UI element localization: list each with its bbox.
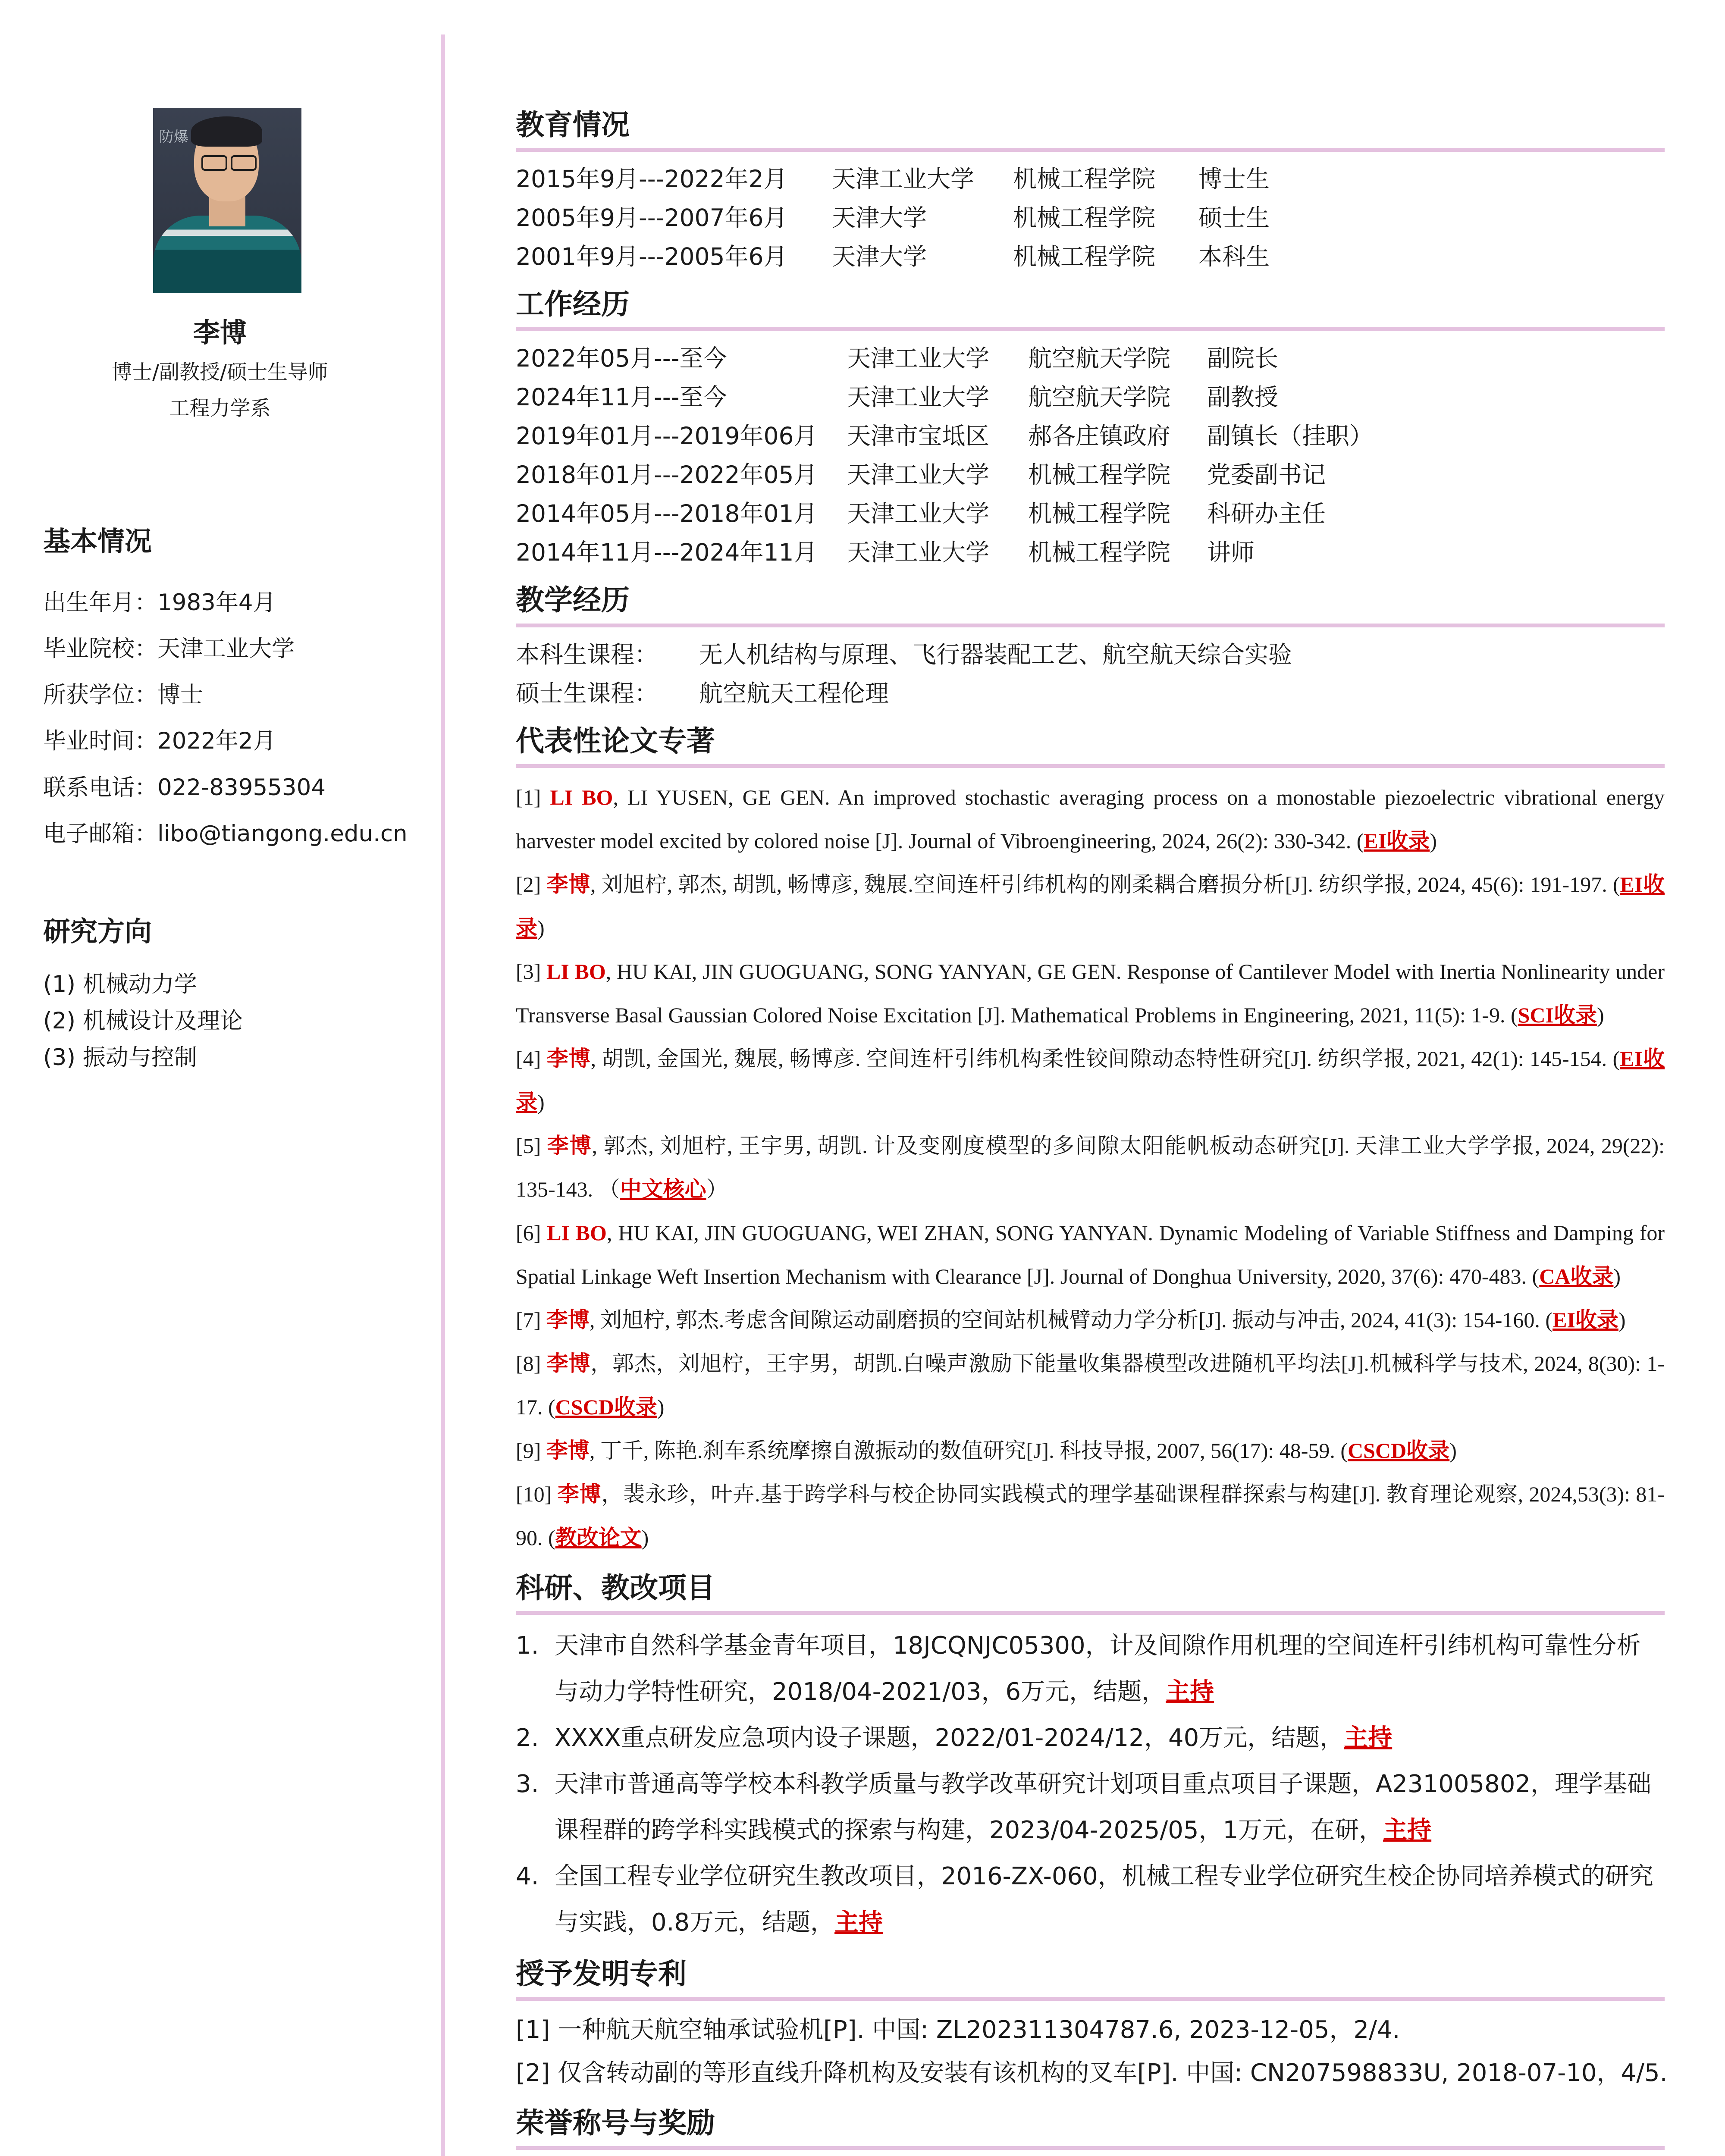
section-divider <box>516 148 1665 152</box>
publication-index-tag: SCI收录 <box>1518 1003 1597 1027</box>
table-cell: 科研办主任 <box>1207 500 1326 528</box>
education-row <box>516 237 1665 276</box>
table-cell: 博士生 <box>1198 165 1270 193</box>
project-text <box>555 1761 1665 1853</box>
section-title: 授予发明专利 <box>516 1957 687 1990</box>
info-row-phone: 联系电话：022-83955304 <box>43 774 326 801</box>
publication-text: , 刘旭柠, 郭杰.考虑含间隙运动副磨损的空间站机械臂动力学分析[J]. 振动与冲击, 2024, 41(3): 154-160. ( <box>589 1307 1553 1332</box>
table-cell: 2022年05月---至今 <box>516 345 727 373</box>
table-cell: 硕士生 <box>1198 204 1270 232</box>
section-divider <box>516 1611 1665 1615</box>
work-section <box>516 287 1665 572</box>
project-text <box>555 1853 1665 1946</box>
project-description: 天津市自然科学基金青年项目，18JCQNJC05300，计及间隙作用机理的空间连杆引纬机构可靠性分析与动力学特性研究，2018/04-2021/03，6万元，结题， <box>555 1631 1641 1706</box>
publication-close: ) <box>1596 1003 1604 1027</box>
table-cell: 天津大学 <box>832 204 927 232</box>
basic-info-heading: 基本情况 <box>43 526 152 557</box>
education-section <box>516 108 1665 276</box>
table-cell: 天津工业大学 <box>832 165 975 193</box>
research-item: (1) 机械动力学 <box>43 971 197 997</box>
main-content <box>516 108 1668 2156</box>
info-row-school: 毕业院校：天津工业大学 <box>43 636 295 662</box>
vertical-divider <box>441 34 445 2156</box>
table-cell: 机械工程学院 <box>1028 539 1171 567</box>
table-cell: 党委副书记 <box>1207 461 1326 489</box>
section-divider <box>516 624 1665 627</box>
sidebar <box>0 0 440 2156</box>
table-cell: 天津工业大学 <box>847 383 990 411</box>
publication-item <box>516 776 1665 863</box>
publication-number: [3] <box>516 959 547 984</box>
publication-number: [1] <box>516 785 550 809</box>
section-divider <box>516 1997 1665 2001</box>
publication-author: LI BO <box>546 959 606 984</box>
publication-close: ) <box>537 915 545 940</box>
publication-item <box>516 950 1665 1037</box>
publication-index-tag: EI收录 <box>516 872 1665 940</box>
project-number: 3. <box>516 1770 539 1798</box>
publication-index-tag: 教改论文 <box>555 1525 642 1550</box>
table-cell: 2001年9月---2005年6月 <box>516 243 787 271</box>
teaching-row <box>516 635 1665 674</box>
info-row-birth: 出生年月：1983年4月 <box>43 589 276 616</box>
work-row <box>516 417 1665 455</box>
publication-number: [7] <box>516 1307 546 1332</box>
section-title: 教育情况 <box>516 108 630 141</box>
project-role-tag: 主持 <box>834 1908 883 1937</box>
table-cell: 机械工程学院 <box>1013 204 1156 232</box>
photo-background-text: 防爆 <box>159 128 188 146</box>
publication-author: LI BO <box>550 785 613 809</box>
publication-author: 李博 <box>546 1307 590 1332</box>
work-row <box>516 455 1665 494</box>
table-cell: 机械工程学院 <box>1013 165 1156 193</box>
table-cell: 机械工程学院 <box>1028 500 1171 528</box>
publication-close: ) <box>537 1090 545 1114</box>
info-row-email: 电子邮箱：libo@tiangong.edu.cn <box>43 821 408 847</box>
table-cell: 天津工业大学 <box>847 461 990 489</box>
publication-item <box>516 863 1665 950</box>
table-cell: 天津市宝坻区 <box>847 422 990 450</box>
table-cell: 郝各庄镇政府 <box>1028 422 1171 450</box>
section-title: 荣誉称号与奖励 <box>516 2106 715 2140</box>
table-cell: 无人机结构与原理、飞行器装配工艺、航空航天综合实验 <box>699 640 1292 668</box>
teaching-section <box>516 583 1665 712</box>
project-description: XXXX重点研发应急项内设子课题，2022/01-2024/12，40万元，结题， <box>555 1724 1344 1752</box>
table-cell: 副教授 <box>1207 383 1279 411</box>
publication-item <box>516 1211 1665 1298</box>
publication-index-tag: 中文核心 <box>620 1177 706 1201</box>
publication-text: , 丁千, 陈艳.刹车系统摩擦自激振动的数值研究[J]. 科技导报, 2007, 56(17): 48-59. ( <box>589 1438 1348 1463</box>
patent-item: [1] 一种航天航空轴承试验机[P]. 中国: ZL202311304787.6, 2023-12-05，2/4. <box>516 2016 1400 2044</box>
publication-text: , HU KAI, JIN GUOGUANG, SONG YANYAN, GE GEN. Response of Cantilever Model with Inertia Nonlinearity under Transverse Basal Gaussian Colored Noise Excitation [J]. Mathematical Problems in Engineering, 2021, 11(5): 1-9. ( <box>516 959 1665 1027</box>
publication-item <box>516 1298 1665 1342</box>
publication-index-tag: EI收录 <box>1552 1307 1618 1332</box>
papers-section <box>516 724 1665 1560</box>
work-row <box>516 378 1665 417</box>
publication-text: , 郭杰, 刘旭柠, 王宇男, 胡凯. 计及变刚度模型的多间隙太阳能帆板动态研究[J]. 天津工业大学学报, 2024, 29(22): 135-143. （ <box>516 1133 1665 1201</box>
publication-text: , HU KAI, JIN GUOGUANG, WEI ZHAN, SONG YANYAN. Dynamic Modeling of Variable Stiffness and Damping for Spatial Linkage Weft Insertion Mechanism with Clearance [J]. Journal of Donghua University, 2020, 37(6): 470-483. ( <box>516 1220 1665 1288</box>
table-cell: 天津工业大学 <box>847 539 990 567</box>
table-cell: 2015年9月---2022年2月 <box>516 165 787 193</box>
table-cell: 本科生课程： <box>516 640 659 668</box>
publication-author: LI BO <box>547 1220 607 1245</box>
publication-author: 李博 <box>546 1046 591 1071</box>
publication-close: ) <box>657 1395 665 1419</box>
publication-index-tag: CA收录 <box>1539 1264 1614 1288</box>
section-divider <box>516 327 1665 331</box>
project-role-tag: 主持 <box>1383 1816 1432 1844</box>
publication-number: [5] <box>516 1133 547 1158</box>
publication-close: ) <box>1449 1438 1457 1463</box>
publication-author: 李博 <box>557 1482 602 1506</box>
project-item <box>516 1715 1665 1761</box>
table-cell: 天津大学 <box>832 243 927 271</box>
table-cell: 2014年11月---2024年11月 <box>516 539 818 567</box>
publication-number: [8] <box>516 1351 547 1376</box>
project-role-tag: 主持 <box>1344 1724 1393 1752</box>
publication-close: ) <box>1430 828 1437 853</box>
project-text <box>555 1715 1392 1761</box>
table-cell: 本科生 <box>1198 243 1270 271</box>
table-cell: 天津工业大学 <box>847 345 990 373</box>
info-row-degree: 所获学位：博士 <box>43 682 203 708</box>
profile-photo <box>153 108 301 293</box>
person-department: 工程力学系 <box>169 397 271 420</box>
publication-number: [6] <box>516 1220 547 1245</box>
projects-section <box>516 1571 1665 1946</box>
table-cell: 副院长 <box>1207 345 1279 373</box>
table-cell: 航空航天学院 <box>1028 345 1171 373</box>
project-item <box>516 1623 1665 1715</box>
publication-item <box>516 1037 1665 1124</box>
publication-index-tag: CSCD收录 <box>1348 1438 1450 1463</box>
publication-close: ) <box>1618 1307 1626 1332</box>
table-cell: 航空航天学院 <box>1028 383 1171 411</box>
project-number: 4. <box>516 1862 539 1890</box>
table-cell: 2005年9月---2007年6月 <box>516 204 787 232</box>
publication-close: ) <box>641 1525 649 1550</box>
education-row <box>516 198 1665 237</box>
publication-item <box>516 1342 1665 1429</box>
publication-index-tag: EI收录 <box>1364 828 1430 853</box>
section-title: 科研、教改项目 <box>516 1571 715 1604</box>
project-number: 2. <box>516 1724 539 1752</box>
project-description: 天津市普通高等学校本科教学质量与教学改革研究计划项目重点项目子课题，A231005802，理学基础课程群的跨学科实践模式的探索与构建，2023/04-2025/05，1万元，在研， <box>555 1770 1651 1844</box>
table-cell: 2019年01月---2019年06月 <box>516 422 818 450</box>
section-title: 代表性论文专著 <box>516 724 715 758</box>
table-cell: 讲师 <box>1207 539 1255 567</box>
work-row <box>516 339 1665 378</box>
table-cell: 机械工程学院 <box>1013 243 1156 271</box>
work-row <box>516 494 1665 533</box>
publication-text: , 刘旭柠, 郭杰, 胡凯, 畅博彦, 魏展.空间连杆引纬机构的刚柔耦合磨损分析[J]. 纺织学报, 2024, 45(6): 191-197. ( <box>590 872 1620 896</box>
section-divider <box>516 2146 1665 2150</box>
publication-close: ) <box>1613 1264 1621 1288</box>
table-cell: 2024年11月---至今 <box>516 383 727 411</box>
project-text <box>555 1623 1665 1715</box>
research-item: (3) 振动与控制 <box>43 1044 197 1071</box>
table-cell: 机械工程学院 <box>1028 461 1171 489</box>
publication-index-tag: EI收录 <box>516 1046 1665 1114</box>
research-item: (2) 机械设计及理论 <box>43 1008 243 1034</box>
person-title: 博士/副教授/硕士生导师 <box>112 360 328 384</box>
section-title: 工作经历 <box>516 288 630 321</box>
person-name: 李博 <box>193 317 247 348</box>
publication-author: 李博 <box>547 1133 592 1158</box>
publication-number: [4] <box>516 1046 547 1071</box>
project-number: 1. <box>516 1631 539 1660</box>
patent-item: [2] 仅含转动副的等形直线升降机构及安装有该机构的叉车[P]. 中国: CN207598833U, 2018-07-10，4/5. <box>516 2059 1668 2087</box>
project-role-tag: 主持 <box>1166 1677 1214 1706</box>
table-cell: 天津工业大学 <box>847 500 990 528</box>
honors-section <box>516 2106 1665 2156</box>
info-row-graduation: 毕业时间：2022年2月 <box>43 728 276 754</box>
project-item <box>516 1853 1665 1946</box>
publication-number: [10] <box>516 1482 558 1506</box>
section-divider <box>516 764 1665 768</box>
publication-index-tag: CSCD收录 <box>555 1395 657 1419</box>
publication-text: ，郭杰，刘旭柠，王宇男，胡凯.白噪声激励下能量收集器模型改进随机平均法[J].机械科学与技术, 2024, 8(30): 1-17. ( <box>516 1351 1665 1419</box>
publication-item <box>516 1473 1665 1560</box>
publication-author: 李博 <box>546 1438 590 1463</box>
table-cell: 副镇长（挂职） <box>1207 422 1374 450</box>
publication-text: , LI YUSEN, GE GEN. An improved stochastic averaging process on a monostable piezoelectric vibrational energy harvester model excited by colored noise [J]. Journal of Vibroengineering, 2024, 26(2): 330-342. ( <box>516 785 1665 853</box>
patents-section <box>516 1957 1668 2095</box>
table-cell: 2018年01月---2022年05月 <box>516 461 818 489</box>
project-description: 全国工程专业学位研究生教改项目，2016-ZX-060，机械工程专业学位研究生校企协同培养模式的研究与实践，0.8万元，结题， <box>555 1862 1653 1937</box>
section-title: 教学经历 <box>516 583 630 617</box>
publication-author: 李博 <box>546 1351 591 1376</box>
project-item <box>516 1761 1665 1853</box>
publication-text: , 胡凯, 金国光, 魏展, 畅博彦. 空间连杆引纬机构柔性铰间隙动态特性研究[J]. 纺织学报, 2021, 42(1): 145-154. ( <box>590 1046 1620 1071</box>
publication-number: [2] <box>516 872 547 896</box>
work-row <box>516 533 1665 572</box>
publication-author: 李博 <box>546 872 590 896</box>
table-cell: 航空航天工程伦理 <box>699 679 889 707</box>
teaching-row <box>516 674 1665 713</box>
table-cell: 硕士生课程： <box>516 679 659 707</box>
education-row <box>516 160 1665 198</box>
publication-text: ，裴永珍，叶卉.基于跨学科与校企协同实践模式的理学基础课程群探索与构建[J]. 教育理论观察, 2024,53(3): 81-90. ( <box>516 1482 1665 1550</box>
table-cell: 2014年05月---2018年01月 <box>516 500 818 528</box>
publication-number: [9] <box>516 1438 546 1463</box>
publication-close: ） <box>706 1177 728 1201</box>
research-heading: 研究方向 <box>43 916 152 947</box>
publication-item <box>516 1429 1665 1473</box>
publication-item <box>516 1124 1665 1211</box>
